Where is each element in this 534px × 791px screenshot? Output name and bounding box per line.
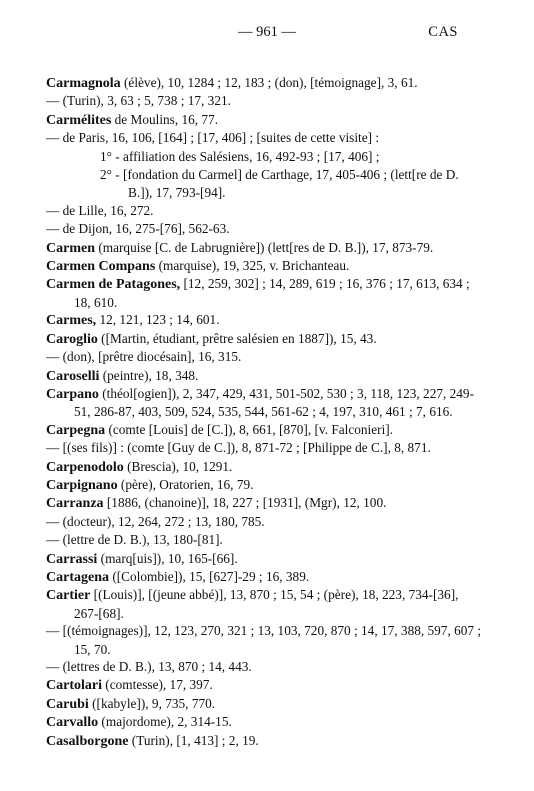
index-entry [46, 111, 486, 129]
entry-headword: Carpano [46, 386, 99, 402]
entry-text: — de Lille, 16, 272. [46, 202, 154, 218]
index-entry [46, 586, 486, 622]
entry-headword: Carmen [46, 240, 95, 256]
index-entry [46, 257, 486, 275]
index-entry [46, 531, 486, 549]
index-entry [46, 439, 486, 457]
entry-text: — [(ses fils)] : (comte [Guy de C.]), 8, 871-72 ; [Philippe de C.], 8, 871. [46, 440, 431, 456]
entry-headword: Carmen Compans [46, 259, 156, 275]
index-entry [46, 622, 486, 658]
page-header [0, 24, 534, 44]
entry-text: de Moulins, 16, 77. [111, 111, 219, 127]
entry-text: — de Paris, 16, 106, [164] ; [17, 406] ; [suites de cette visite] : [46, 130, 380, 146]
entry-headword: Carmagnola [46, 76, 121, 91]
entry-text: — (lettres de D. B.), 13, 870 ; 14, 443. [46, 659, 252, 674]
index-entry [46, 330, 486, 348]
entry-headword: Carmen de Patagones, [46, 277, 181, 293]
entry-text: (comte [Louis] de [C.]), 8, 661, [870], [v. Falconieri]. [105, 421, 394, 437]
index-entry [46, 695, 486, 713]
entry-text: 1° - affiliation des Salésiens, 16, 492-93 ; [17, 406] ; [100, 148, 380, 164]
entry-text: [1886, (chanoine)], 18, 227 ; [1931], (Mgr), 12, 100. [103, 495, 387, 511]
entry-text: (majordome), 2, 314-15. [98, 714, 232, 730]
entry-text: — (don), [prêtre diocésain], 16, 315. [46, 349, 242, 365]
index-entry [46, 421, 486, 439]
running-head: CAS [428, 24, 458, 40]
index-entry [46, 367, 486, 385]
entry-headword: Caroglio [46, 331, 98, 347]
index-entry [46, 513, 486, 531]
index-entry [46, 476, 486, 494]
entry-text: 2° - [fondation du Carmel] de Carthage, 17, 405-406 ; (lett[re de D. B.]), 17, 793-[94]. [100, 167, 459, 201]
index-entry [46, 732, 486, 750]
entry-headword: Carpegna [46, 422, 106, 438]
entry-text: — de Dijon, 16, 275-[76], 562-63. [46, 221, 230, 237]
entry-text: (marquise), 19, 325, v. Brichanteau. [155, 258, 350, 274]
index-entry [46, 658, 486, 676]
entry-headword: Cartagena [46, 569, 109, 585]
index-entry [46, 458, 486, 476]
entry-text: ([kabyle]), 9, 735, 770. [88, 695, 216, 711]
entry-headword: Carmélites [46, 112, 112, 128]
entry-headword: Carmes, [46, 313, 97, 329]
index-entry [46, 92, 486, 110]
index-entry [46, 348, 486, 366]
entry-headword: Carrassi [46, 551, 98, 567]
index-entry [46, 239, 486, 257]
entry-text: (père), Oratorien, 16, 79. [117, 476, 254, 492]
entry-headword: Carvallo [46, 715, 99, 731]
entry-text: ([Martin, étudiant, prêtre salésien en 1887]), 15, 43. [97, 330, 377, 346]
index-entry [46, 550, 486, 568]
page-number: — 961 — [238, 24, 296, 40]
index-entry [46, 385, 486, 421]
entry-text: (comtesse), 17, 397. [101, 677, 213, 693]
index-entry [46, 713, 486, 731]
entry-headword: Carpenodolo [46, 459, 124, 475]
entry-headword: Cartier [46, 588, 91, 604]
index-entry [46, 568, 486, 586]
entry-text: (élève), 10, 1284 ; 12, 183 ; (don), [témoignage], 3, 61. [120, 75, 418, 90]
entry-text: [(Louis)], [(jeune abbé)], 13, 870 ; 15, 54 ; (père), 18, 223, 734-[36], 267-[68]. [74, 587, 459, 621]
entry-headword: Carranza [46, 496, 104, 512]
index-entry [46, 202, 486, 220]
entry-text: — (docteur), 12, 264, 272 ; 13, 180, 785. [46, 513, 265, 529]
entry-text: (Brescia), 10, 1291. [123, 458, 233, 474]
index-subentry [46, 148, 486, 166]
entry-text: 12, 121, 123 ; 14, 601. [96, 312, 220, 328]
index-entry [46, 494, 486, 512]
entry-headword: Casalborgone [46, 733, 129, 749]
index-entry [46, 220, 486, 238]
index-subentry [46, 166, 486, 202]
index-entry [46, 311, 486, 329]
entry-text: — (lettre de D. B.), 13, 180-[81]. [46, 532, 223, 548]
entry-text: (marquise [C. de Labrugnière]) (lett[res de D. B.]), 17, 873-79. [95, 239, 434, 255]
entry-text: ([Colombie]), 15, [627]-29 ; 16, 389. [109, 568, 310, 584]
index-entry [46, 74, 486, 92]
entry-text: (marq[uis]), 10, 165-[66]. [97, 550, 238, 566]
entry-headword: Cartolari [46, 678, 102, 694]
index-entry [46, 676, 486, 694]
index-entry [46, 275, 486, 311]
entry-headword: Carpignano [46, 477, 118, 493]
entry-text: (Turin), [1, 413] ; 2, 19. [128, 732, 259, 748]
entry-headword: Carubi [46, 696, 89, 712]
entry-text: (théol[ogien]), 2, 347, 429, 431, 501-502, 530 ; 3, 118, 123, 227, 249-51, 286-87, 403, 509, 524, 535, 544, 561-62 ; 4, 197, 310, 461 ; 7, 616. [74, 385, 475, 420]
entry-text: [12, 259, 302] ; 14, 289, 619 ; 16, 376 ; 17, 613, 634 ; 18, 610. [74, 276, 470, 310]
entry-text: — (Turin), 3, 63 ; 5, 738 ; 17, 321. [46, 93, 231, 109]
entry-headword: Caroselli [46, 368, 100, 384]
entry-text: (peintre), 18, 348. [99, 367, 199, 383]
index-entries [46, 74, 486, 750]
entry-text: — [(témoignages)], 12, 123, 270, 321 ; 13, 103, 720, 870 ; 14, 17, 388, 597, 607 ; 15, 70. [46, 623, 482, 657]
index-entry [46, 129, 486, 147]
